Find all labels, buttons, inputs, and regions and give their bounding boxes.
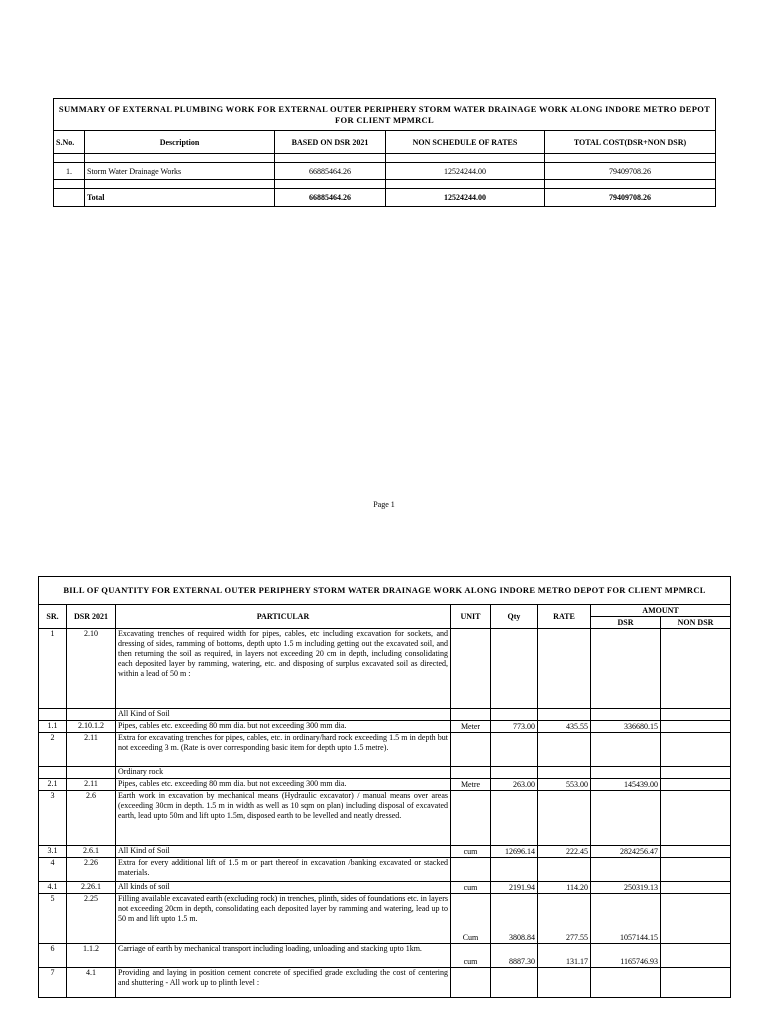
- boq-cell-qty: [491, 968, 538, 998]
- boq-cell-non-dsr: [661, 767, 731, 779]
- summary-row-dsr: 66885464.26: [275, 163, 386, 180]
- boq-cell-unit: [451, 858, 491, 882]
- boq-cell-unit: Cum: [451, 894, 491, 944]
- boq-cell-dsr: 1057144.15: [591, 894, 661, 944]
- boq-cell-unit: Metre: [451, 779, 491, 791]
- boq-cell-dsr: 336680.15: [591, 721, 661, 733]
- boq-cell-unit: [451, 767, 491, 779]
- boq-title: BILL OF QUANTITY FOR EXTERNAL OUTER PERIPHERY STORM WATER DRAINAGE WORK ALONG INDORE METRO DEPOT FOR CLIENT MPMRCL: [39, 577, 731, 605]
- boq-cell-qty: 12696.14: [491, 846, 538, 858]
- boq-cell-sr: 1: [39, 629, 67, 709]
- boq-cell-particular: All Kind of Soil: [116, 846, 451, 858]
- boq-cell-qty: [491, 709, 538, 721]
- boq-cell-dsr: 250319.13: [591, 882, 661, 894]
- boq-cell-particular: Earth work in excavation by mechanical means (Hydraulic excavator) / manual means over areas (exceeding 30cm in depth. 1.5 m in width as well as 10 sqm on plan) including disposal of excavated earth, lead upto 50m and lift upto 1.5m, disposed earth to be levelled and neatly dressed.: [116, 791, 451, 846]
- boq-cell-qty: 8887.30: [491, 944, 538, 968]
- boq-cell-dsr: [591, 733, 661, 767]
- summary-row: [54, 163, 716, 180]
- table-row: [39, 733, 731, 767]
- page-number: Page 1: [373, 500, 395, 509]
- boq-cell-dsr: 1165746.93: [591, 944, 661, 968]
- boq-cell-sr: 5: [39, 894, 67, 944]
- boq-cell-sr: 2.1: [39, 779, 67, 791]
- boq-cell-particular: Excavating trenches of required width for pipes, cables, etc including excavation for sockets, and dressing of sides, ramming of bottoms, depth upto 1.5 m including getting out the excavated soil, and then returning the soil as required, in layers not exceeding 20 cm in depth, including consolidating each deposited layer by ramming, watering, etc. and disposing of surplus excavated soil as directed, within a lead of 50 m :: [116, 629, 451, 709]
- boq-cell-code: 2.25: [67, 894, 116, 944]
- boq-cell-qty: 263.00: [491, 779, 538, 791]
- boq-cell-rate: 222.45: [538, 846, 591, 858]
- boq-cell-dsr: 2824256.47: [591, 846, 661, 858]
- table-row: [39, 968, 731, 998]
- boq-body: [39, 629, 731, 998]
- boq-cell-non-dsr: [661, 968, 731, 998]
- boq-cell-qty: [491, 858, 538, 882]
- boq-cell-code: [67, 709, 116, 721]
- boq-cell-rate: 114.20: [538, 882, 591, 894]
- summary-total-label: Total: [85, 189, 275, 207]
- boq-cell-dsr: [591, 968, 661, 998]
- boq-header-amount-non-dsr: NON DSR: [661, 617, 731, 629]
- boq-cell-unit: cum: [451, 846, 491, 858]
- summary-total-cost: 79409708.26: [545, 189, 716, 207]
- boq-cell-sr: [39, 709, 67, 721]
- boq-cell-non-dsr: [661, 791, 731, 846]
- boq-header-qty: Qty: [491, 605, 538, 629]
- boq-cell-non-dsr: [661, 894, 731, 944]
- boq-cell-rate: 277.55: [538, 894, 591, 944]
- boq-cell-particular: Pipes, cables etc. exceeding 80 mm dia. but not exceeding 300 mm dia.: [116, 779, 451, 791]
- summary-header-dsr: BASED ON DSR 2021: [275, 131, 386, 154]
- boq-header-amount-dsr: DSR: [591, 617, 661, 629]
- boq-cell-unit: [451, 709, 491, 721]
- boq-cell-particular: All kinds of soil: [116, 882, 451, 894]
- boq-cell-particular: Ordinary rock: [116, 767, 451, 779]
- boq-cell-particular: Pipes, cables etc. exceeding 80 mm dia. but not exceeding 300 mm dia.: [116, 721, 451, 733]
- boq-cell-sr: 6: [39, 944, 67, 968]
- boq-cell-sr: 3: [39, 791, 67, 846]
- table-row: [39, 709, 731, 721]
- boq-cell-non-dsr: [661, 882, 731, 894]
- summary-table: [53, 98, 716, 207]
- boq-cell-particular: Extra for excavating trenches for pipes, cables, etc. in ordinary/hard rock exceeding 1.5 m in depth but not exceeding 3 m. (Rate is over corresponding basic item for depth upto 1.5 metre).: [116, 733, 451, 767]
- boq-header-dsr2021: DSR 2021: [67, 605, 116, 629]
- boq-header-rate: RATE: [538, 605, 591, 629]
- boq-cell-qty: 2191.94: [491, 882, 538, 894]
- boq-cell-unit: cum: [451, 944, 491, 968]
- boq-cell-non-dsr: [661, 944, 731, 968]
- boq-cell-unit: [451, 629, 491, 709]
- boq-cell-unit: Meter: [451, 721, 491, 733]
- boq-cell-non-dsr: [661, 733, 731, 767]
- boq-cell-qty: 773.00: [491, 721, 538, 733]
- boq-cell-rate: [538, 858, 591, 882]
- boq-cell-unit: [451, 733, 491, 767]
- boq-cell-qty: 3808.84: [491, 894, 538, 944]
- summary-header-sno: S.No.: [54, 131, 85, 154]
- boq-cell-code: [67, 767, 116, 779]
- boq-cell-sr: 1.1: [39, 721, 67, 733]
- boq-cell-unit: [451, 968, 491, 998]
- boq-cell-rate: 435.55: [538, 721, 591, 733]
- summary-header-total-cost: TOTAL COST(DSR+NON DSR): [545, 131, 716, 154]
- boq-cell-code: 1.1.2: [67, 944, 116, 968]
- boq-header-unit: UNIT: [451, 605, 491, 629]
- boq-cell-rate: [538, 791, 591, 846]
- boq-cell-code: 2.11: [67, 779, 116, 791]
- boq-cell-qty: [491, 791, 538, 846]
- table-row: [39, 846, 731, 858]
- boq-cell-code: 2.26: [67, 858, 116, 882]
- boq-cell-sr: 7: [39, 968, 67, 998]
- table-row: [39, 779, 731, 791]
- boq-cell-particular: Extra for every additional lift of 1.5 m or part thereof in excavation /banking excavated or stacked materials.: [116, 858, 451, 882]
- boq-cell-rate: 553.00: [538, 779, 591, 791]
- boq-cell-code: 2.11: [67, 733, 116, 767]
- boq-cell-rate: [538, 629, 591, 709]
- summary-header-description: Description: [85, 131, 275, 154]
- boq-cell-qty: [491, 629, 538, 709]
- boq-cell-non-dsr: [661, 721, 731, 733]
- boq-cell-code: 2.6.1: [67, 846, 116, 858]
- boq-cell-qty: [491, 767, 538, 779]
- summary-title: SUMMARY OF EXTERNAL PLUMBING WORK FOR EXTERNAL OUTER PERIPHERY STORM WATER DRAINAGE WORK ALONG INDORE METRO DEPOT FOR CLIENT MPMRCL: [54, 99, 716, 131]
- boq-cell-sr: [39, 767, 67, 779]
- table-row: [39, 944, 731, 968]
- summary-row-description: Storm Water Drainage Works: [85, 163, 275, 180]
- summary-row-non-schedule: 12524244.00: [386, 163, 545, 180]
- boq-header-sr: SR.: [39, 605, 67, 629]
- boq-cell-rate: [538, 968, 591, 998]
- boq-cell-dsr: [591, 767, 661, 779]
- boq-cell-code: 2.26.1: [67, 882, 116, 894]
- boq-cell-code: 4.1: [67, 968, 116, 998]
- boq-cell-rate: [538, 767, 591, 779]
- boq-cell-dsr: 145439.00: [591, 779, 661, 791]
- boq-cell-sr: 2: [39, 733, 67, 767]
- boq-cell-particular: Carriage of earth by mechanical transport including loading, unloading and stacking upto 1km.: [116, 944, 451, 968]
- boq-cell-dsr: [591, 629, 661, 709]
- boq-cell-dsr: [591, 791, 661, 846]
- summary-total-dsr: 66885464.26: [275, 189, 386, 207]
- table-row: [39, 858, 731, 882]
- table-row: [39, 721, 731, 733]
- boq-cell-particular: All Kind of Soil: [116, 709, 451, 721]
- boq-header-amount: AMOUNT: [591, 605, 731, 617]
- boq-cell-rate: [538, 709, 591, 721]
- boq-header-particular: PARTICULAR: [116, 605, 451, 629]
- boq-cell-rate: [538, 733, 591, 767]
- table-row: [39, 894, 731, 944]
- boq-cell-unit: [451, 791, 491, 846]
- boq-cell-qty: [491, 733, 538, 767]
- boq-cell-rate: 131.17: [538, 944, 591, 968]
- table-row: [39, 882, 731, 894]
- boq-cell-particular: Providing and laying in position cement concrete of specified grade excluding the cost of centering and shuttering - All work up to plinth level :: [116, 968, 451, 998]
- boq-cell-non-dsr: [661, 629, 731, 709]
- table-row: [39, 767, 731, 779]
- summary-total-row: [54, 189, 716, 207]
- summary-row-sno: 1.: [54, 163, 85, 180]
- boq-cell-sr: 4.1: [39, 882, 67, 894]
- boq-cell-dsr: [591, 858, 661, 882]
- boq-table: [38, 576, 731, 998]
- boq-cell-non-dsr: [661, 779, 731, 791]
- boq-cell-non-dsr: [661, 846, 731, 858]
- boq-cell-code: 2.10.1.2: [67, 721, 116, 733]
- boq-cell-code: 2.10: [67, 629, 116, 709]
- boq-cell-sr: 4: [39, 858, 67, 882]
- boq-cell-code: 2.6: [67, 791, 116, 846]
- boq-cell-dsr: [591, 709, 661, 721]
- boq-cell-non-dsr: [661, 858, 731, 882]
- summary-total-non-schedule: 12524244.00: [386, 189, 545, 207]
- boq-cell-sr: 3.1: [39, 846, 67, 858]
- boq-cell-non-dsr: [661, 709, 731, 721]
- boq-cell-particular: Filling available excavated earth (excluding rock) in trenches, plinth, sides of foundations etc. in layers not exceeding 20cm in depth, consolidating each deposited layer by ramming and watering, lead up to 50 m and lift upto 1.5 m.: [116, 894, 451, 944]
- summary-header-non-schedule: NON SCHEDULE OF RATES: [386, 131, 545, 154]
- table-row: [39, 629, 731, 709]
- table-row: [39, 791, 731, 846]
- boq-cell-unit: cum: [451, 882, 491, 894]
- summary-row-total: 79409708.26: [545, 163, 716, 180]
